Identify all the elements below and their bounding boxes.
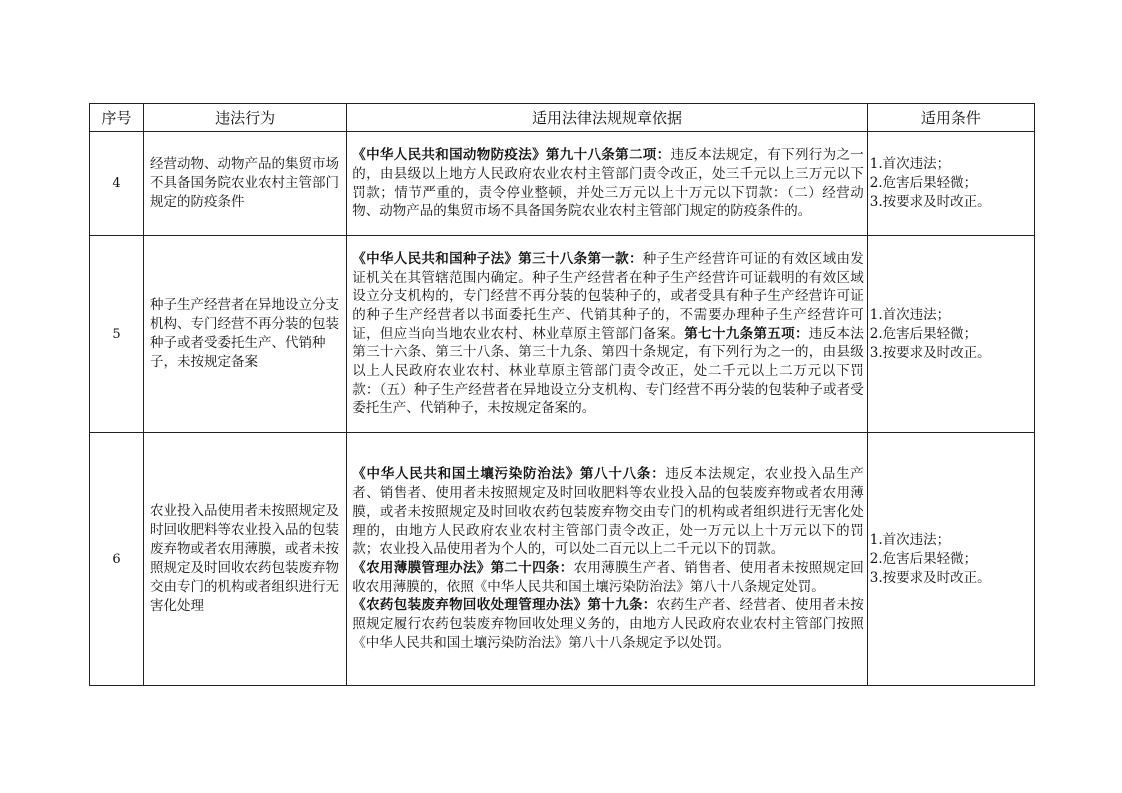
conditions-cell xyxy=(867,132,1034,236)
violation-cell: 经营动物、动物产品的集贸市场不具备国务院农业农村主管部门规定的防疫条件 xyxy=(144,132,347,236)
basis-paragraph xyxy=(352,146,864,221)
condition-item: 2.危害后果轻微； xyxy=(869,550,978,567)
basis-text: 违反本法第三十六条、第三十八条、第三十九条、第四十条规定，有下列行为之一的，由县级以上人民政府农业农村、林业草原主管部门责令改正，处二千元以上二万元以下罚款：（五）种子生产经营者在异地设立分支机构、专门经营不再分装的包装种子或者受委托生产、代销种子，未按规定备案的。 xyxy=(352,325,864,417)
basis-title: 第七十九条第五项： xyxy=(684,325,809,342)
condition-item: 3.按要求及时改正。 xyxy=(869,194,991,210)
basis-paragraph xyxy=(352,559,864,596)
table-row xyxy=(90,132,1035,236)
row-number: 4 xyxy=(90,132,144,236)
condition-item: 1.首次违法； xyxy=(869,156,951,172)
conditions-cell xyxy=(867,433,1034,686)
row-number: 6 xyxy=(90,433,144,686)
violation-cell: 农业投入品使用者未按照规定及时回收肥料等农业投入品的包装废弃物或者农用薄膜，或者未按照规定及时回收农药包装废弃物交由专门的机构或者组织进行无害化处理 xyxy=(144,433,347,686)
header-act: 违法行为 xyxy=(144,104,347,132)
table-row xyxy=(90,236,1035,433)
basis-title: 《中华人民共和国种子法》第三十八条第一款： xyxy=(352,250,643,267)
condition-item: 3.按要求及时改正。 xyxy=(869,344,991,361)
basis-title: 《中华人民共和国动物防疫法》第九十八条第二项： xyxy=(352,147,671,164)
condition-item: 2.危害后果轻微； xyxy=(869,175,978,191)
header-no: 序号 xyxy=(90,104,144,132)
basis-title: 《农药包装废弃物回收处理管理办法》第十九条： xyxy=(352,597,657,614)
header-row xyxy=(90,104,1035,132)
conditions-cell xyxy=(867,236,1034,433)
basis-text: 种子生产经营许可证的有效区域由发证机关在其管辖范围内确定。种子生产经营者在种子生产经营许可证载明的有效区域设立分支机构的，专门经营不再分装的包装种子的，或者受具有种子生产经营许可证的种子生产经营者以书面委托生产、代销其种子的，不需要办理种子生产经营许可证，但应当向当地农业农村、林业草原主管部门备案。 xyxy=(352,250,864,342)
condition-item: 2.危害后果轻微； xyxy=(869,325,978,342)
header-basis: 适用法律法规规章依据 xyxy=(347,104,868,132)
basis-title: 《中华人民共和国土壤污染防治法》第八十八条： xyxy=(352,466,666,483)
violation-cell: 种子生产经营者在异地设立分支机构、专门经营不再分装的包装种子或者受委托生产、代销种子，未按规定备案 xyxy=(144,236,347,433)
basis-paragraph xyxy=(352,465,864,559)
legal-basis-cell xyxy=(347,132,868,236)
legal-basis-cell xyxy=(347,433,868,686)
legal-basis-cell xyxy=(347,236,868,433)
header-cond: 适用条件 xyxy=(867,104,1034,132)
row-number: 5 xyxy=(90,236,144,433)
table-row xyxy=(90,433,1035,686)
basis-title: 《农用薄膜管理办法》第二十四条： xyxy=(352,560,574,576)
basis-text: 农用薄膜生产者、销售者、使用者未按照规定回收农用薄膜的，依照《中华人民共和国土壤污染防治法》第八十八条规定处罚。 xyxy=(352,560,864,595)
condition-item: 1.首次违法； xyxy=(869,306,951,323)
penalty-table xyxy=(89,103,1035,686)
basis-paragraph xyxy=(352,250,864,418)
condition-item: 3.按要求及时改正。 xyxy=(869,569,991,586)
basis-text: 违反本法规定，农业投入品生产者、销售者、使用者未按照规定及时回收肥料等农业投入品的包装废弃物或者农用薄膜，或者未按照规定及时回收农药包装废弃物交由专门的机构或者组织进行无害化处理的，由地方人民政府农业农村主管部门责令改正，处一万元以上十万元以下的罚款；农业投入品使用者为个人的，可以处二百元以上二千元以下的罚款。 xyxy=(352,466,864,558)
basis-text: 违反本法规定，有下列行为之一的，由县级以上地方人民政府农业农村主管部门责令改正，处三千元以上三万元以下罚款；情节严重的，责令停业整顿，并处三万元以上十万元以下罚款：（二）经营动物、动物产品的集贸市场不具备国务院农业农村主管部门规定的防疫条件的。 xyxy=(352,147,864,220)
condition-item: 1.首次违法； xyxy=(869,531,951,548)
basis-paragraph xyxy=(352,596,864,652)
basis-text: 农药生产者、经营者、使用者未按照规定履行农药包装废弃物回收处理义务的，由地方人民政府农业农村主管部门按照《中华人民共和国土壤污染防治法》第八十八条规定予以处罚。 xyxy=(352,597,864,651)
